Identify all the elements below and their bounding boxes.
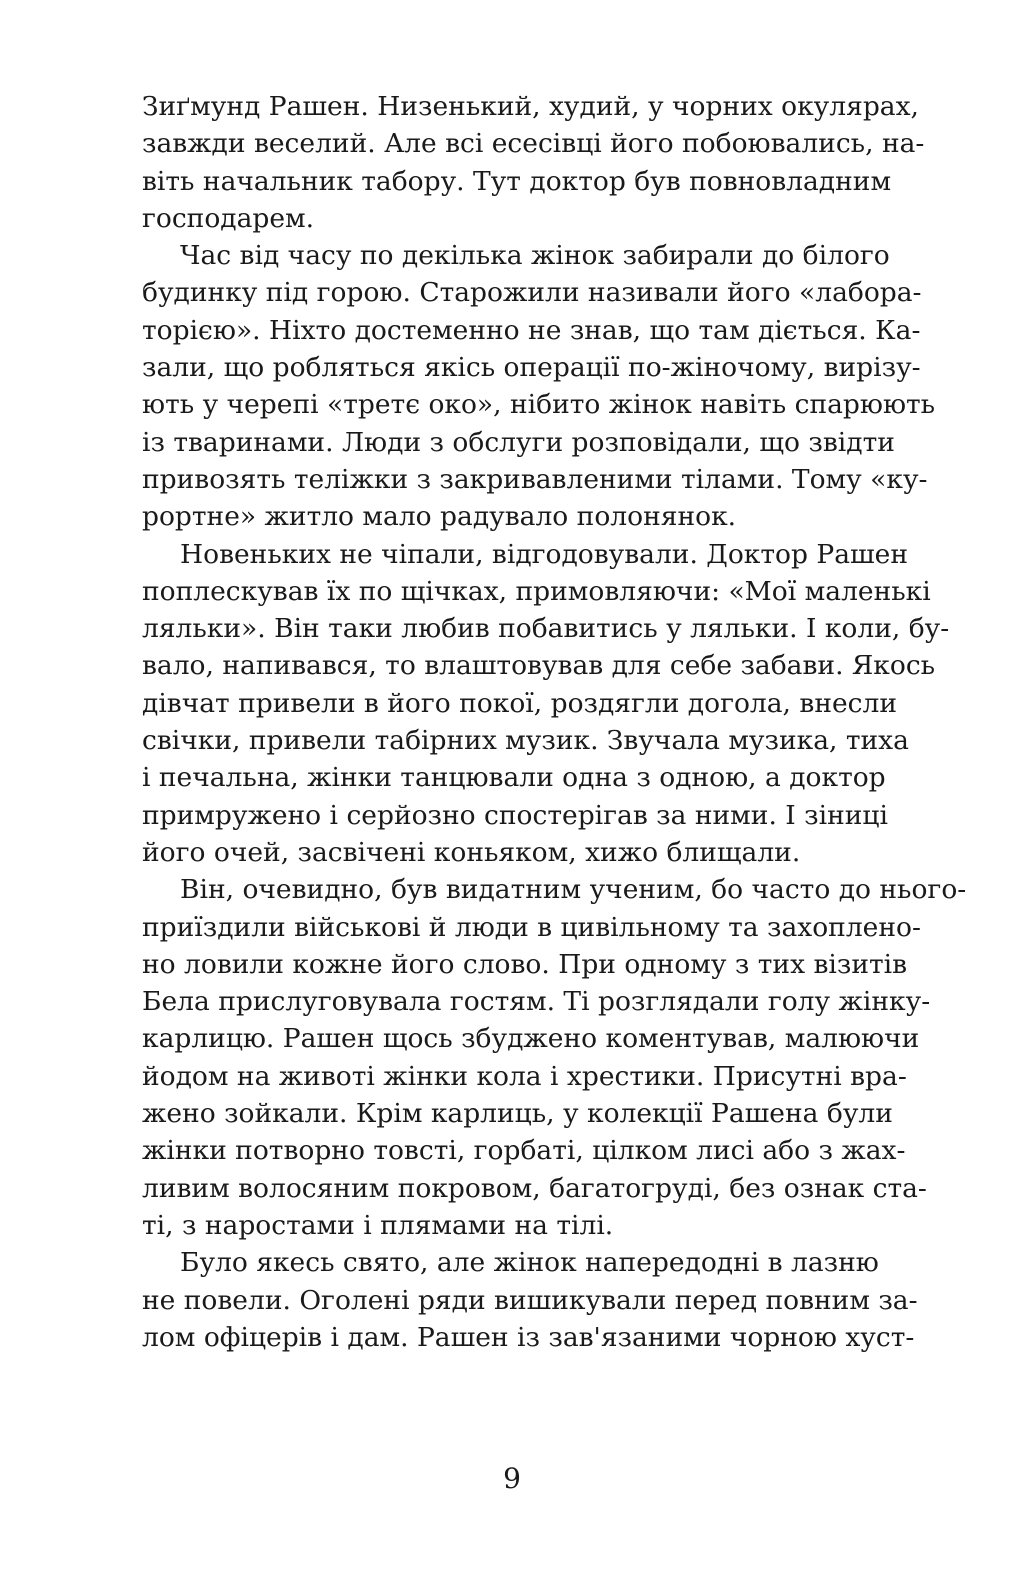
text-line: лом офіцерів і дам. Рашен із зав'язаними чорною хуст- (142, 1321, 915, 1353)
text-line: його очей, засвічені коньяком, хижо блищали. (142, 836, 801, 868)
text-line: рортне» житло мало радувало полонянок. (142, 501, 737, 533)
text-line: Зиґмунд Рашен. Низенький, худий, у чорних окулярах, (142, 91, 919, 122)
text-line: господарем. (142, 202, 315, 234)
text-line: Він, очевидно, був видатним ученим, бо часто до нього- (180, 874, 967, 906)
text-line: дівчат привели в його покої, роздягли догола, внесли (142, 687, 898, 719)
text-line: примружено і серйозно спостерігав за ними. І зіниці (142, 799, 888, 831)
page-text (142, 88, 967, 1356)
text-line: віть начальник табору. Тут доктор був повновладним (142, 165, 892, 197)
text-line: приїздили військові й люди в цивільному та захоплено- (142, 911, 921, 943)
text-line: Бела прислуговувала гостям. Ті розглядали голу жінку- (142, 986, 931, 1018)
text-line: ливим волосяним покровом, багатогруді, без ознак ста- (142, 1172, 927, 1204)
page-number: 9 (503, 1462, 521, 1495)
text-line: карлицю. Рашен щось збуджено коментував, малюючи (142, 1023, 920, 1055)
text-line: не повели. Оголені ряди вишикували перед повним за- (142, 1284, 918, 1316)
text-line: привозять теліжки з закривавленими тілами. Тому «ку- (142, 463, 928, 495)
text-line: жінки потворно товсті, горбаті, цілком лисі або з жах- (142, 1135, 906, 1167)
text-line: ють у черепі «третє око», нібито жінок навіть спарюють (142, 389, 936, 421)
text-line: но ловили кожне його слово. При одному з тих візитів (142, 948, 908, 980)
text-line: йодом на животі жінки кола і хрестики. Присутні вра- (142, 1060, 907, 1092)
text-line: Час від часу по декілька жінок забирали до білого (180, 240, 890, 272)
text-line: ляльки». Він таки любив побавитись у ляльки. І коли, бу- (142, 613, 950, 645)
text-line: будинку під горою. Старожили називали його «лабора- (142, 277, 922, 309)
text-line: із тваринами. Люди з обслуги розповідали, що звідти (142, 426, 895, 458)
text-line: торією». Ніхто достеменно не знав, що там діється. Ка- (142, 314, 921, 346)
text-line: і печальна, жінки танцювали одна з одною, а доктор (142, 762, 886, 794)
text-line: свічки, привели табірних музик. Звучала музика, тиха (142, 725, 909, 757)
text-line: вало, напивався, то влаштовував для себе забави. Якось (142, 650, 936, 682)
text-line: Новеньких не чіпали, відгодовували. Доктор Рашен (180, 538, 908, 570)
text-line: зали, що робляться якісь операції по-жіночому, вирізу- (142, 352, 921, 384)
text-line: поплескував їх по щічках, примовляючи: «Мої маленькі (142, 575, 931, 607)
text-line: Було якесь свято, але жінок напередодні в лазню (180, 1247, 879, 1279)
text-line: ті, з наростами і плямами на тілі. (142, 1209, 614, 1241)
text-line: жено зойкали. Крім карлиць, у колекції Рашена були (142, 1098, 893, 1130)
text-line: завжди веселий. Але всі есесівці його побоювались, на- (142, 128, 925, 160)
